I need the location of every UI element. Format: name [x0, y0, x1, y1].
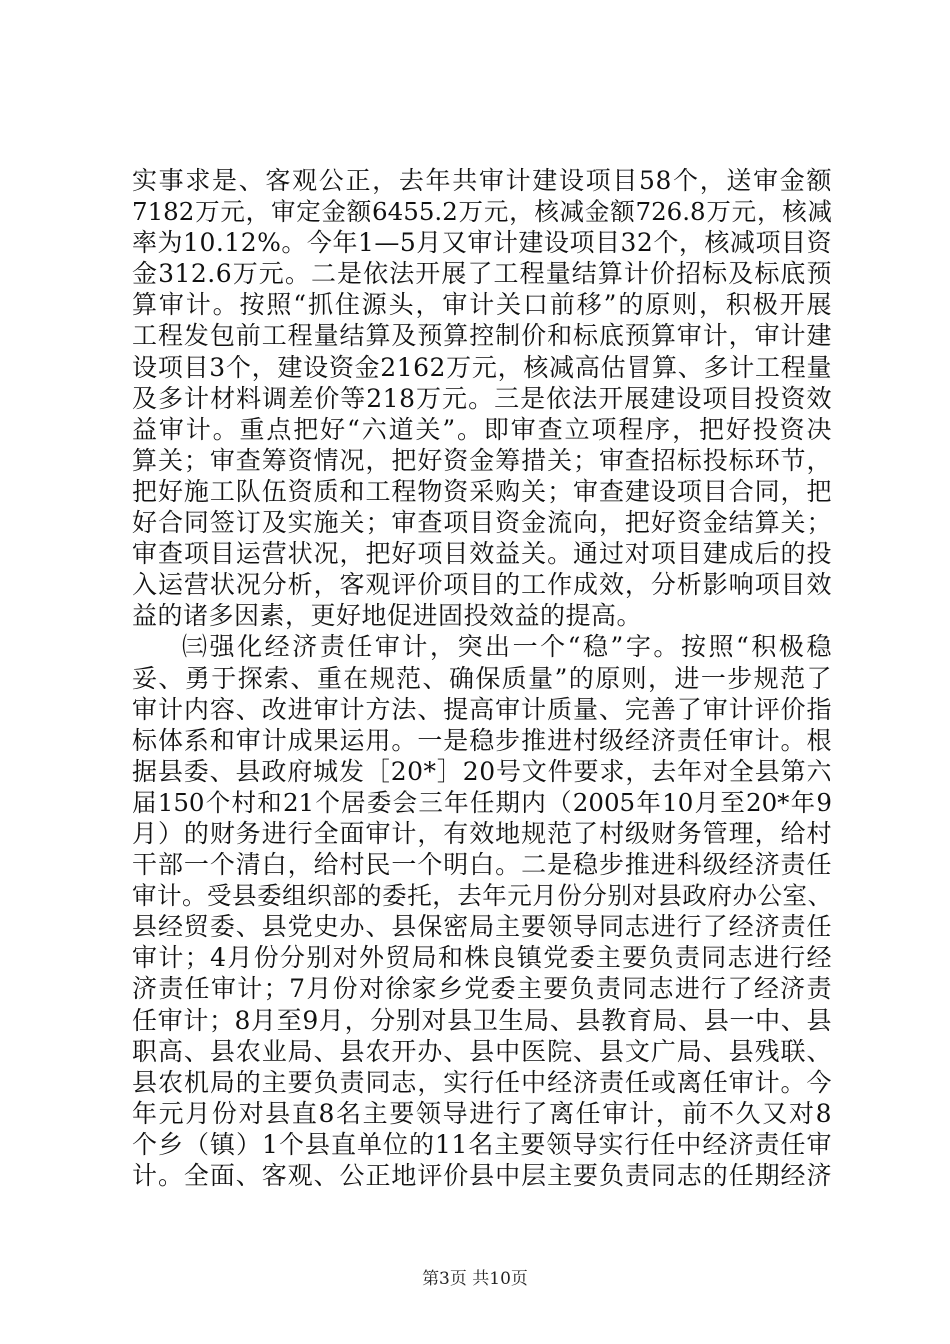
text-line: 实事求是、客观公正，去年共审计建设项目58个，送审金额 [132, 166, 832, 195]
text-line: 县农机局的主要负责同志，实行任中经济责任或离任审计。今 [132, 1067, 832, 1097]
document-body [132, 165, 832, 1191]
text-line: 个乡（镇）1个县直单位的11名主要领导实行任中经济责任审 [132, 1129, 832, 1159]
text-line: 算审计。按照“抓住源头，审计关口前移”的原则，积极开展 [132, 290, 832, 320]
text-line: 设项目3个，建设资金2162万元，核减高估冒算、多计工程量 [132, 352, 832, 382]
text-line: 任审计；8月至9月，分别对县卫生局、县教育局、县一中、县 [132, 1005, 832, 1035]
text-line: 县经贸委、县党史办、县保密局主要领导同志进行了经济责任 [132, 912, 832, 942]
text-line: 入运营状况分析，客观评价项目的工作成效，分析影响项目效 [132, 570, 832, 600]
text-line: 审查项目运营状况，把好项目效益关。通过对项目建成后的投 [132, 539, 832, 569]
text-line: 算关；审查筹资情况，把好资金筹措关；审查招标投标环节， [132, 445, 832, 475]
text-line: 年元月份对县直8名主要领导进行了离任审计，前不久又对8 [132, 1098, 832, 1128]
text-line: 月）的财务进行全面审计，有效地规范了村级财务管理，给村 [132, 818, 832, 848]
text-line: 好合同签订及实施关；审查项目资金流向，把好资金结算关； [132, 508, 832, 538]
text-line: 金312.6万元。二是依法开展了工程量结算计价招标及标底预 [132, 259, 832, 289]
text-line: 济责任审计；7月份对徐家乡党委主要负责同志进行了经济责 [132, 974, 832, 1004]
text-line: 7182万元，审定金额6455.2万元，核减金额726.8万元，核减 [132, 197, 832, 227]
text-line: 及多计材料调差价等218万元。三是依法开展建设项目投资效 [132, 383, 832, 413]
text-line: 干部一个清白，给村民一个明白。二是稳步推进科级经济责任 [132, 850, 832, 880]
text-line: 率为10.12%。今年1—5月又审计建设项目32个，核减项目资 [132, 228, 832, 258]
text-line: 工程发包前工程量结算及预算控制价和标底预算审计，审计建 [132, 321, 832, 351]
page-number-footer: 第3页 共10页 [422, 1269, 528, 1289]
text-line: 审计。受县委组织部的委托，去年元月份分别对县政府办公室、 [132, 881, 832, 911]
text-line: 届150个村和21个居委会三年任期内（2005年10月至20*年9 [132, 787, 832, 817]
text-line: 审计内容、改进审计方法、提高审计质量、完善了审计评价指 [132, 694, 832, 724]
text-line: 据县委、县政府城发［20*］20号文件要求，去年对全县第六 [132, 756, 832, 786]
text-line: 标体系和审计成果运用。一是稳步推进村级经济责任审计。根 [132, 725, 832, 755]
paragraph-end-line: 益的诸多因素，更好地促进固投效益的提高。 [132, 601, 643, 631]
text-line: 审计；4月份分别对外贸局和株良镇党委主要负责同志进行经 [132, 943, 832, 973]
text-line: 职高、县农业局、县农开办、县中医院、县文广局、县残联、 [132, 1036, 832, 1066]
section-heading-line: ㈢强化经济责任审计，突出一个“稳”字。按照“积极稳 [182, 632, 832, 662]
text-line: 益审计。重点把好“六道关”。即审查立项程序，把好投资决 [132, 414, 832, 444]
text-line: 把好施工队伍资质和工程物资采购关；审查建设项目合同，把 [132, 476, 832, 506]
text-line: 计。全面、客观、公正地评价县中层主要负责同志的任期经济 [132, 1161, 832, 1190]
text-line: 妥、勇于探索、重在规范、确保质量”的原则，进一步规范了 [132, 663, 832, 693]
